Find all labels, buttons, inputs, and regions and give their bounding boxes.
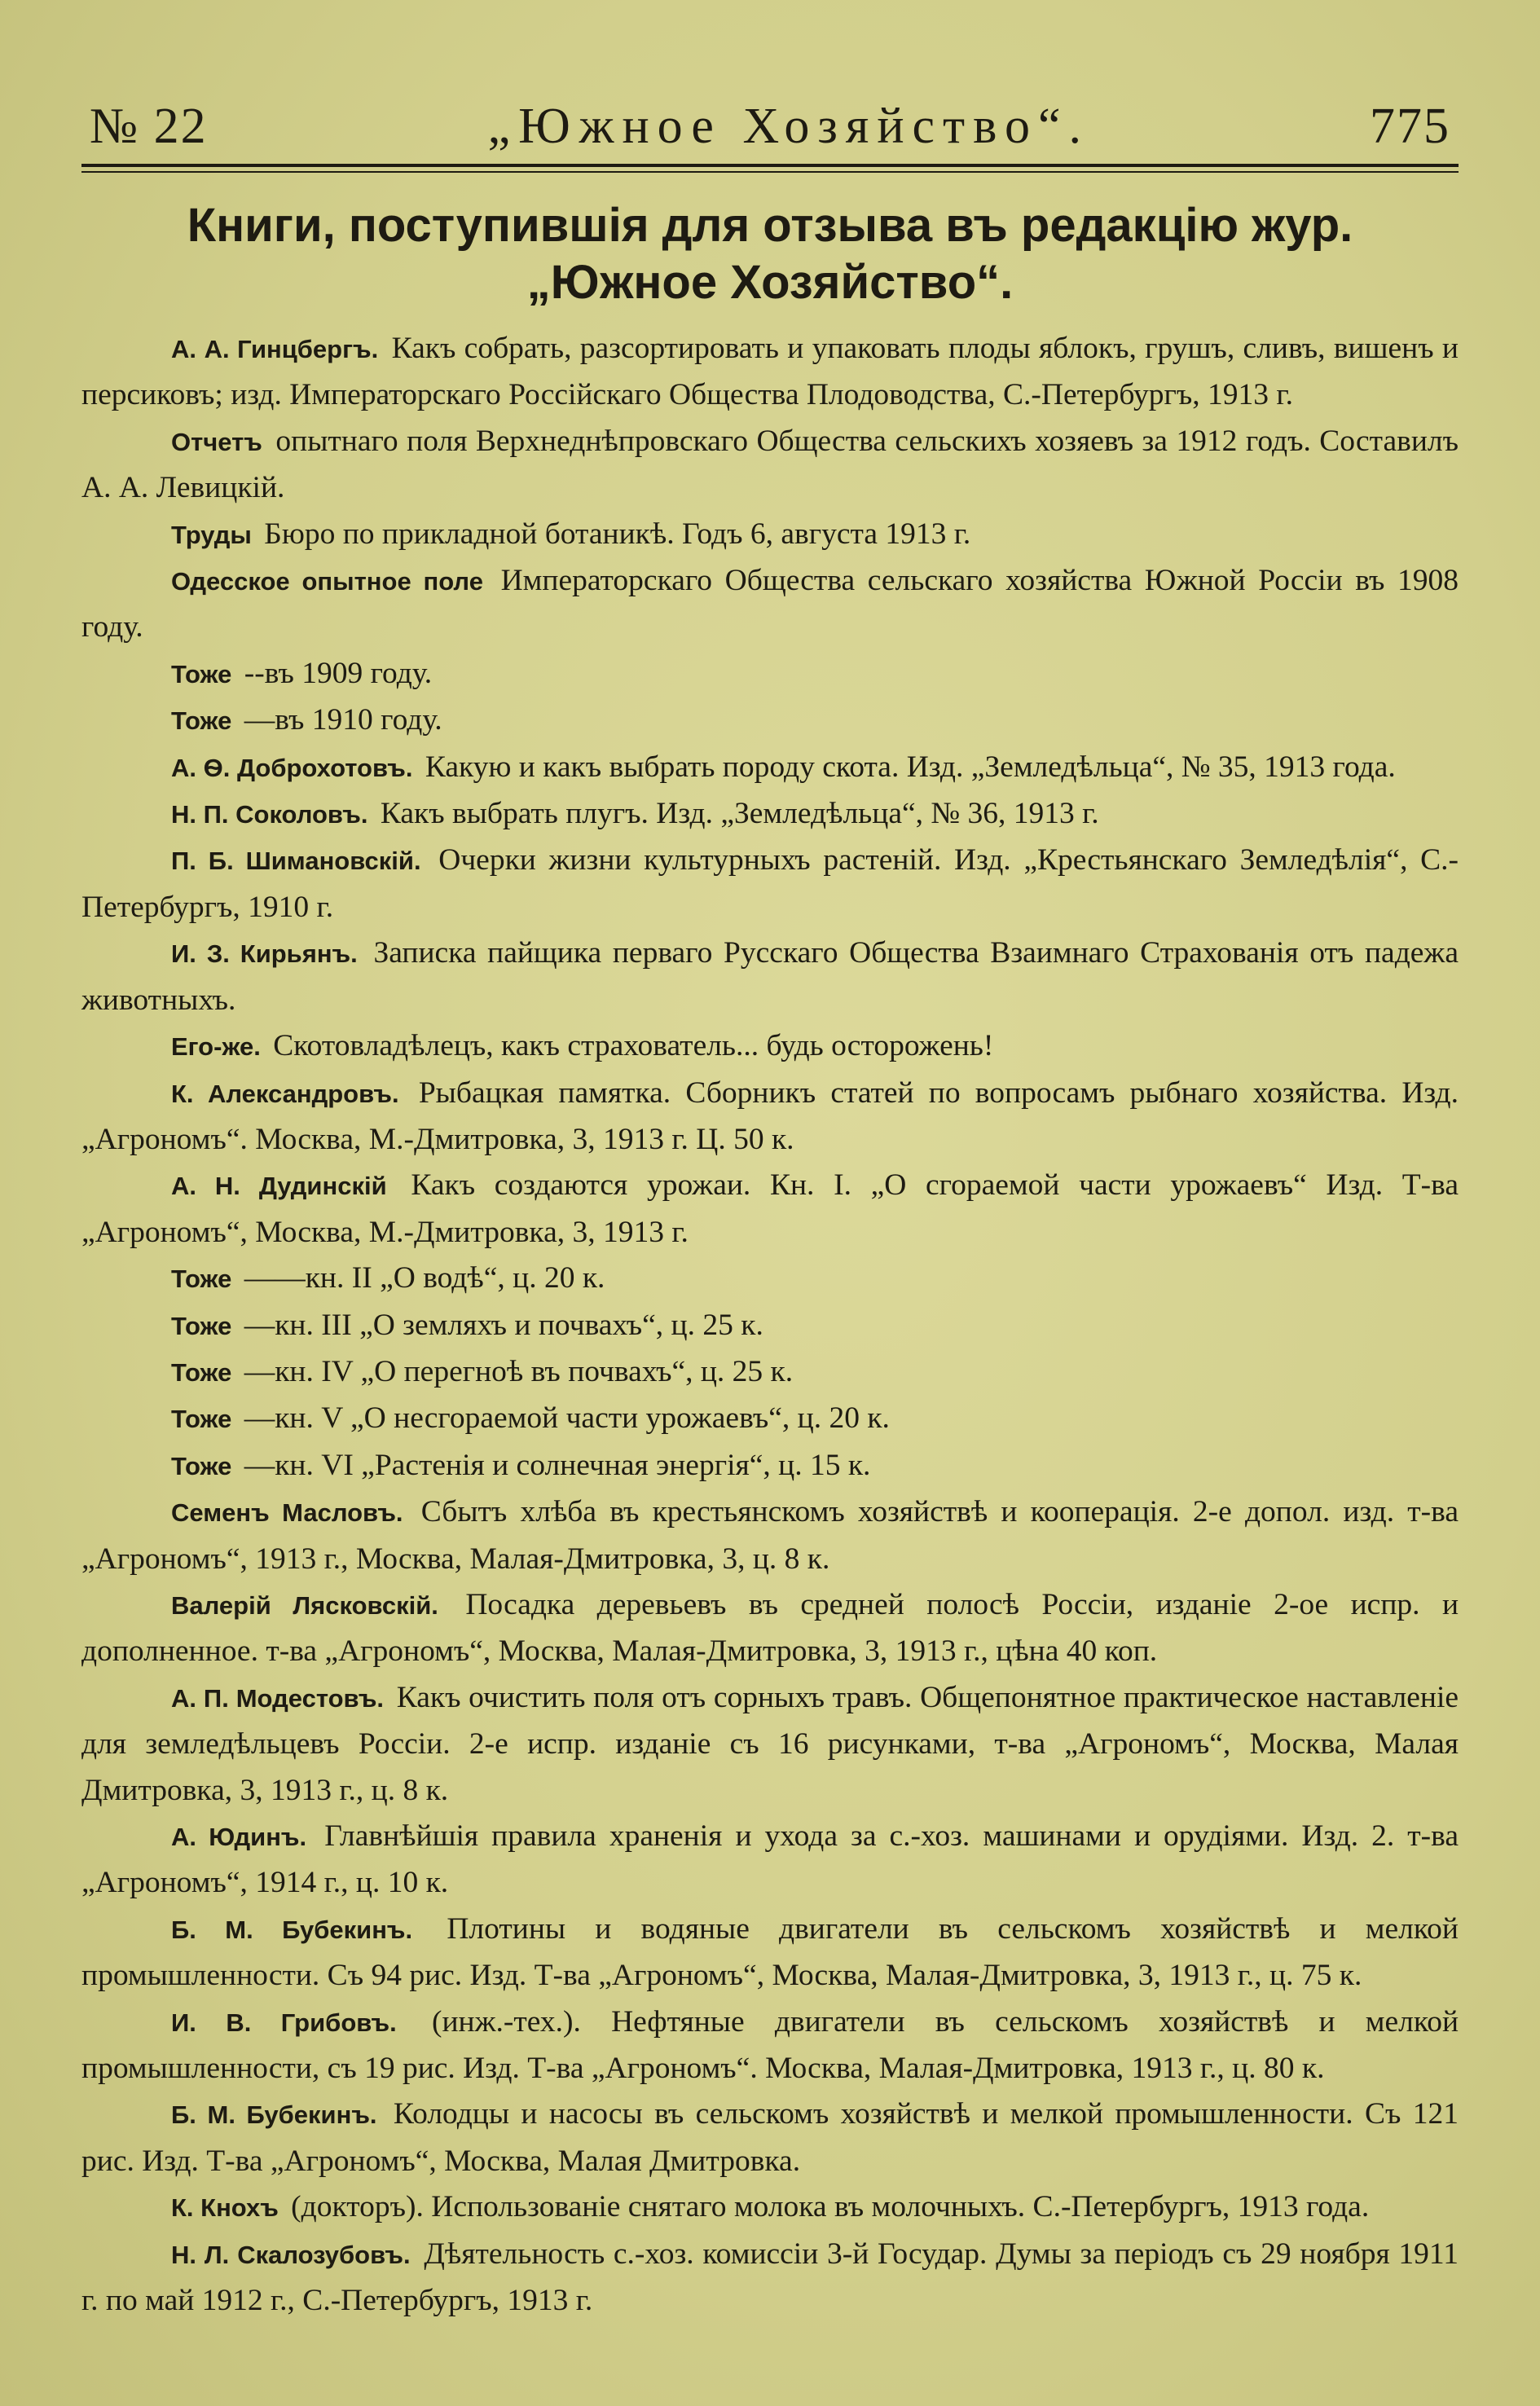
entry-text: (докторъ). Использованіе снятаго молока въ молочныхъ. С.-Петербургъ, 1913 года. (291, 2190, 1370, 2224)
entry-author: П. Б. Шимановскій. (171, 847, 421, 876)
entry-author: К. Александровъ. (171, 1079, 399, 1108)
issue-number: № 22 (90, 99, 208, 154)
page-header (81, 98, 1459, 156)
book-entry (81, 838, 1459, 930)
entry-author: Тоже (171, 1357, 232, 1387)
entry-text: --въ 1909 году. (244, 656, 433, 690)
book-entry (81, 326, 1459, 419)
entry-text: Дѣятельность с.-хоз. комиссіи 3-й Государ. Думы за періодъ съ 29 ноября 1911 г. по май 1912 г., С.-Петербургъ, 1913 г. (81, 2237, 1459, 2318)
book-entry (81, 651, 1459, 697)
book-entry (81, 1396, 1459, 1442)
book-entry (81, 1675, 1459, 1814)
entry-author: Б. М. Бубекинъ. (171, 1915, 413, 1944)
entry-author: Н. Л. Скалозубовъ. (171, 2240, 411, 2269)
book-entry (81, 2184, 1459, 2231)
entry-author: А. Н. Дудинскій (171, 1172, 387, 1201)
entry-author: Тоже (171, 1405, 232, 1434)
entry-author: И. З. Кирьянъ. (171, 939, 358, 969)
book-entry (81, 1582, 1459, 1675)
entry-text: Какъ собрать, разсортировать и упаковать плоды яблокъ, грушъ, сливъ, вишенъ и персиковъ; изд. Императорскаго Россійскаго Общества Плодоводства, С.-Петербургъ, 1913 г. (81, 332, 1459, 412)
book-entry (81, 512, 1459, 558)
entry-author: А. П. Модестовъ. (171, 1683, 385, 1713)
book-entry (81, 1303, 1459, 1349)
entry-author: Н. П. Соколовъ. (171, 800, 368, 829)
book-entry (81, 2232, 1459, 2325)
entry-author: Его-же. (171, 1032, 261, 1062)
entry-author: Одесское опытное поле (171, 567, 483, 596)
book-entry (81, 930, 1459, 1023)
entry-author: А. А. Гинцбергъ. (171, 335, 379, 363)
entry-text: Какъ очистить поля отъ сорныхъ травъ. Общепонятное практическое наставленіе для земледѣльцевъ Россіи. 2-е испр. изданіе съ 16 рисунками, т-ва „Агрономъ“, Москва, Малая Дмитровка, 3, 1913 г., ц. 8 к. (81, 1680, 1459, 1807)
entry-author: А. Юдинъ. (171, 1823, 307, 1851)
entry-author: Отчетъ (171, 427, 262, 456)
entry-author: Труды (171, 520, 252, 549)
entry-text: —въ 1910 году. (244, 703, 442, 737)
book-entry (81, 1907, 1459, 1999)
entry-text: Какую и какъ выбрать породу скота. Изд. „Земледѣльца“, № 35, 1913 года. (425, 750, 1396, 784)
book-entry (81, 697, 1459, 744)
header-rule-thin (81, 171, 1459, 173)
header-rule (81, 164, 1459, 167)
book-entry (81, 1023, 1459, 1070)
book-entry (81, 1443, 1459, 1489)
book-entry (81, 1071, 1459, 1163)
entry-text: Записка пайщика перваго Русскаго Общества Взаимнаго Страхованія отъ падежа животныхъ. (81, 936, 1459, 1017)
book-entry (81, 1489, 1459, 1582)
book-list (81, 326, 1459, 2324)
entry-text: Посадка деревьевъ въ средней полосѣ Россіи, изданіе 2-ое испр. и дополненное. т-ва „Агрономъ“, Москва, Малая-Дмитровка, 3, 1913 г., цѣна 40 коп. (81, 1587, 1459, 1669)
entry-author: Тоже (171, 706, 232, 736)
entry-text: Плотины и водяные двигатели въ сельскомъ хозяйствѣ и мелкой промышленности. Съ 94 рис. Изд. Т-ва „Агрономъ“, Москва, Малая-Дмитровка, 3, 1913 г., ц. 75 к. (81, 1911, 1459, 1993)
entry-author: А. Ѳ. Доброхотовъ. (171, 753, 413, 782)
book-entry (81, 558, 1459, 651)
section-heading (81, 197, 1459, 311)
entry-text: —кн. III „О земляхъ и почвахъ“, ц. 25 к. (244, 1308, 763, 1342)
book-entry (81, 791, 1459, 838)
book-entry (81, 1999, 1459, 2092)
entry-text: —кн. IV „О перегноѣ въ почвахъ“, ц. 25 к. (244, 1354, 794, 1388)
entry-text: (инж.-тех.). Нефтяные двигатели въ сельскомъ хозяйствѣ и мелкой промышленности, съ 19 рис. Изд. Т-ва „Агрономъ“. Москва, Малая-Дмитровка, 1913 г., ц. 80 к. (81, 2004, 1459, 2086)
entry-text: опытнаго поля Верхнеднѣпровскаго Общества сельскихъ хозяевъ за 1912 годъ. Составилъ А. А. Левицкій. (81, 424, 1459, 505)
book-entry (81, 745, 1459, 791)
book-entry (81, 419, 1459, 512)
entry-text: Императорскаго Общества сельскаго хозяйства Южной Россіи въ 1908 году. (81, 564, 1459, 644)
entry-text: Бюро по прикладной ботаникѣ. Годъ 6, августа 1913 г. (264, 517, 971, 551)
entry-text: ——кн. II „О водѣ“, ц. 20 к. (244, 1261, 605, 1295)
book-entry (81, 1256, 1459, 1302)
entry-text: Колодцы и насосы въ сельскомъ хозяйствѣ и мелкой промышленности. Съ 121 рис. Изд. Т-ва „Агрономъ“, Москва, Малая Дмитровка. (81, 2097, 1459, 2178)
entry-text: Какъ создаются урожаи. Кн. I. „О сгораемой части урожаевъ“ Изд. Т-ва „Агрономъ“, Москва, М.-Дмитровка, 3, 1913 г. (81, 1168, 1459, 1249)
entry-author: Б. М. Бубекинъ. (171, 2100, 377, 2130)
entry-author: Тоже (171, 1451, 232, 1480)
entry-author: И. В. Грибовъ. (171, 2008, 397, 2037)
entry-text: Сбытъ хлѣба въ крестьянскомъ хозяйствѣ и кооперація. 2-е допол. изд. т-ва „Агрономъ“, 1913 г., Москва, Малая-Дмитровка, 3, ц. 8 к. (81, 1495, 1459, 1576)
page-number: 775 (1370, 99, 1450, 154)
book-entry (81, 2092, 1459, 2184)
entry-text: —кн. VI „Растенія и солнечная энергія“, ц. 15 к. (244, 1448, 871, 1482)
entry-author: Валерій Лясковскій. (171, 1590, 438, 1620)
book-entry (81, 1349, 1459, 1396)
book-entry (81, 1163, 1459, 1256)
entry-author: Тоже (171, 1265, 232, 1294)
entry-text: Какъ выбрать плугъ. Изд. „Земледѣльца“, № 36, 1913 г. (380, 797, 1099, 831)
section-heading-line-2: „Южное Хозяйство“. (526, 256, 1014, 309)
section-heading-line-1: Книги, поступившія для отзыва въ редакцію жур. (187, 199, 1353, 252)
entry-author: К. Кнохъ (171, 2193, 279, 2223)
entry-text: Скотовладѣлецъ, какъ страхователь... будь осторожень! (273, 1029, 994, 1063)
entry-author: Тоже (171, 659, 232, 688)
entry-text: Главнѣйшія правила храненія и ухода за с.-хоз. машинами и орудіями. Изд. 2. т-ва „Агрономъ“, 1914 г., ц. 10 к. (81, 1819, 1459, 1900)
entry-text: —кн. V „О несгораемой части урожаевъ“, ц. 20 к. (244, 1401, 890, 1436)
entry-author: Тоже (171, 1311, 232, 1340)
entry-text: Очерки жизни культурныхъ растеній. Изд. „Крестьянскаго Земледѣлія“, С.-Петербургъ, 1910 г. (81, 843, 1459, 924)
entry-author: Семенъ Масловъ. (171, 1498, 403, 1528)
journal-title: „Южное Хозяйство“. (487, 99, 1089, 154)
book-entry (81, 1814, 1459, 1907)
entry-text: Рыбацкая памятка. Сборникъ статей по вопросамъ рыбнаго хозяйства. Изд. „Агрономъ“. Москва, М.-Дмитровка, 3, 1913 г. Ц. 50 к. (81, 1075, 1459, 1156)
